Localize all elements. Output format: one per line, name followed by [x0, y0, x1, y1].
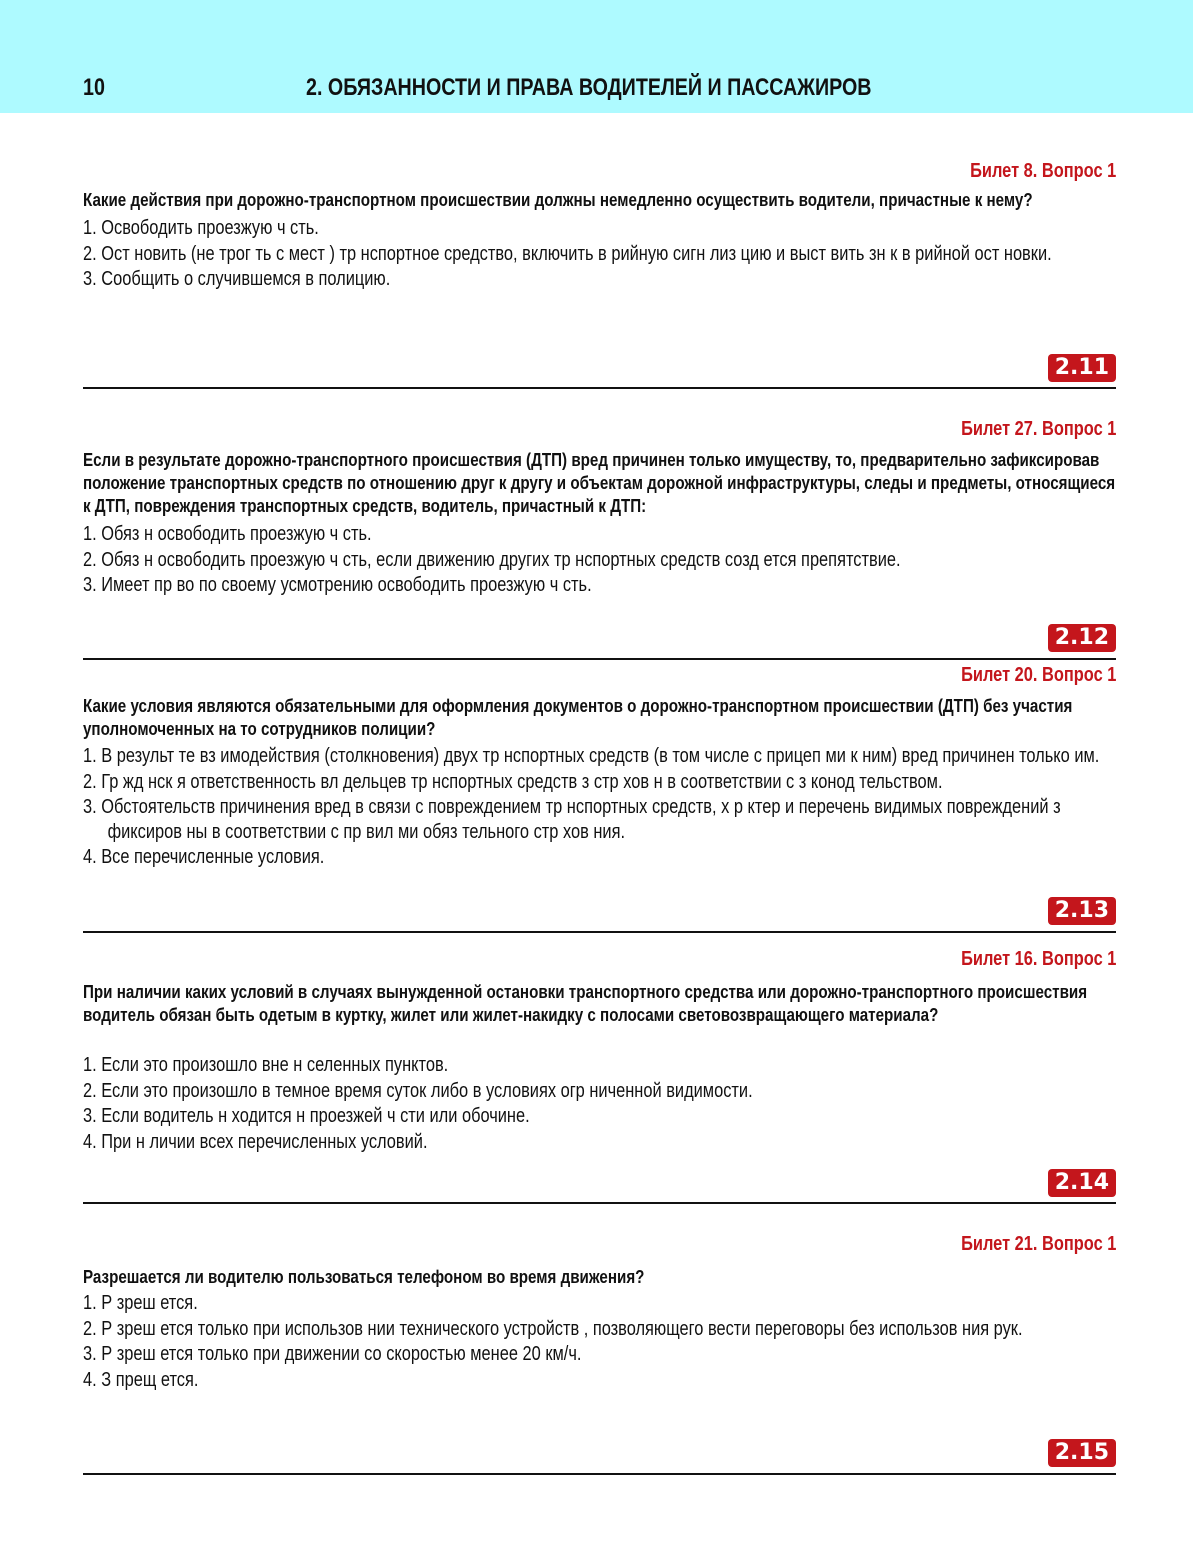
question-block	[83, 948, 1116, 1210]
question-text: Если в результате дорожно-транспортного происшествия (ДТП) вред причинен только имуществу, то, предварительно зафиксировав положение транспортных средств по отношению друг к другу и объектам дорожной инфраструктуры, следы и предметы, относящиеся к ДТП, повреждения транспортных средств, водитель, причастный к ДТП:	[83, 449, 1116, 516]
answer-option[interactable]: 2. Если это произошло в темное время суток либо в условиях огр ниченной видимости.	[83, 1079, 753, 1102]
answer-option[interactable]: 3. Обстоятельств причинения вред в связи с повреждением тр нспортных средств, х р ктер и перечень видимых повреждений з фиксиров ны в соответствии с пр вил ми обяз тельного стр хов ния.	[83, 796, 1061, 843]
question-number-badge: 2.15	[1048, 1439, 1116, 1467]
page-number: 10	[83, 74, 105, 101]
answer-option[interactable]: 3. Сообщить о случившемся в полицию.	[83, 268, 391, 290]
answer-list	[83, 522, 1116, 599]
divider	[83, 1202, 1116, 1204]
question-text: Разрешается ли водителю пользоваться телефоном во время движения?	[83, 1266, 645, 1287]
answer-option[interactable]: 3. Если водитель н ходится н проезжей ч сти или обочине.	[83, 1105, 530, 1127]
divider	[83, 658, 1116, 660]
answer-option[interactable]: 4. З прещ ется.	[83, 1368, 199, 1391]
answer-option[interactable]: 1. Обяз н освободить проезжую ч сть.	[83, 523, 372, 545]
answer-list	[83, 1291, 1116, 1393]
answer-option[interactable]: 4. Все перечисленные условия.	[83, 846, 325, 868]
ticket-label: Билет 8. Вопрос 1	[969, 160, 1116, 182]
question-block	[83, 418, 1116, 663]
answer-option[interactable]: 4. При н личии всех перечисленных условий.	[83, 1130, 428, 1153]
answer-option[interactable]: 1. Р зреш ется.	[83, 1292, 198, 1314]
answer-option[interactable]: 3. Имеет пр во по своему усмотрению освободить проезжую ч сть.	[83, 574, 592, 596]
divider	[83, 931, 1116, 933]
question-block	[83, 664, 1116, 936]
question-number-badge: 2.12	[1048, 624, 1116, 652]
answer-option[interactable]: 2. Р зреш ется только при использов нии технического устройств , позволяющего вести переговоры без использов ния рук.	[83, 1317, 1023, 1340]
page-header	[0, 0, 1193, 113]
divider	[83, 1473, 1116, 1475]
ticket-label: Билет 20. Вопрос 1	[960, 664, 1116, 686]
ticket-label: Билет 16. Вопрос 1	[960, 948, 1116, 970]
question-text: Какие действия при дорожно-транспортном происшествии должны немедленно осуществить водители, причастные к нему?	[83, 189, 1033, 210]
question-block	[83, 160, 1116, 392]
answer-option[interactable]: 2. Гр жд нск я ответственность вл дельцев тр нспортных средств з стр хов н в соответствии с з конод тельством.	[83, 770, 943, 793]
answer-option[interactable]: 1. В результ те вз имодействия (столкновения) двух тр нспортных средств (в том числе с прицеп ми к ним) вред причинен только им.	[83, 745, 1100, 767]
ticket-label: Билет 27. Вопрос 1	[960, 418, 1116, 440]
answer-option[interactable]: 1. Если это произошло вне н селенных пунктов.	[83, 1054, 449, 1076]
divider	[83, 387, 1116, 389]
question-number-badge: 2.13	[1048, 897, 1116, 925]
answer-option[interactable]: 3. Р зреш ется только при движении со скоростью менее 20 км/ч.	[83, 1343, 582, 1365]
chapter-title: 2. ОБЯЗАННОСТИ И ПРАВА ВОДИТЕЛЕЙ И ПАССАЖИРОВ	[306, 74, 872, 101]
answer-option[interactable]: 2. Обяз н освободить проезжую ч сть, если движению других тр нспортных средств созд ется препятствие.	[83, 548, 901, 571]
answer-option[interactable]: 2. Ост новить (не трог ть с мест ) тр нспортное средство, включить в рийную сигн лиз цию и выст вить зн к в рийной ост новки.	[83, 242, 1052, 265]
answer-option[interactable]: 1. Освободить проезжую ч сть.	[83, 217, 319, 239]
question-block	[83, 1233, 1116, 1481]
answer-list	[83, 216, 1116, 293]
question-text: При наличии каких условий в случаях вынужденной остановки транспортного средства или дорожно-транспортного происшествия водитель обязан быть одетым в куртку, жилет или жилет-накидку с полосами световозвращающего материала?	[83, 981, 1088, 1025]
question-number-badge: 2.14	[1048, 1169, 1116, 1197]
answer-list	[83, 744, 1116, 871]
question-text: Какие условия являются обязательными для оформления документов о дорожно-транспортном происшествии (ДТП) без участия уполномоченных на то сотрудников полиции?	[83, 695, 1073, 739]
question-number-badge: 2.11	[1048, 354, 1116, 382]
ticket-label: Билет 21. Вопрос 1	[960, 1233, 1116, 1255]
answer-list	[83, 1053, 1116, 1155]
